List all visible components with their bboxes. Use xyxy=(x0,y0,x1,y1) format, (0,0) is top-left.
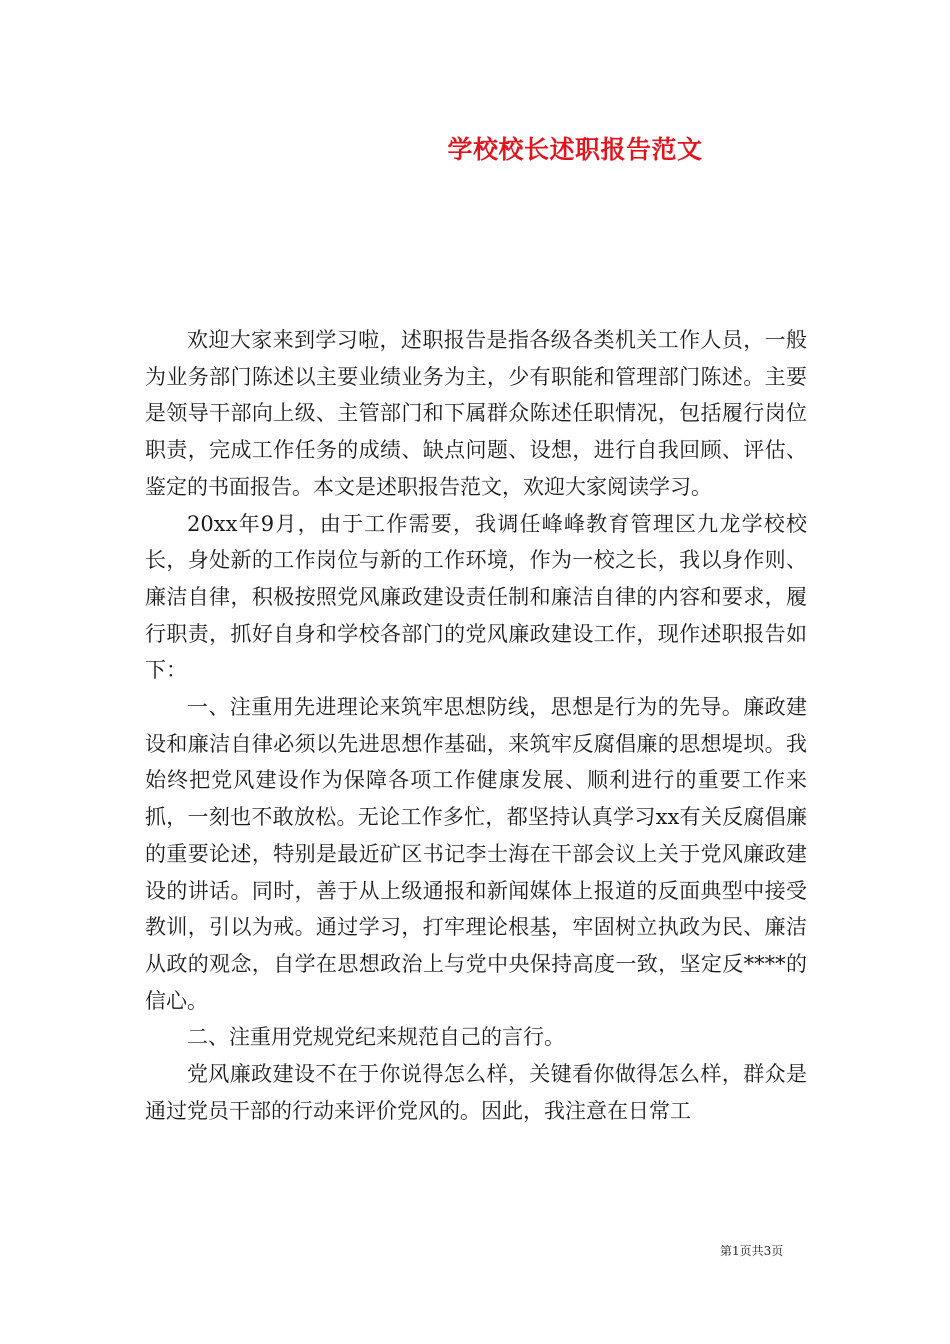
paragraph-background: 20xx年9月，由于工作需要，我调任峰峰教育管理区九龙学校校长，身处新的工作岗位与新的工作环境，作为一校之长，我以身作则、廉洁自律，积极按照党风廉政建设责任制和廉洁自律的内容和要求，履行职责，抓好自身和学校各部门的党风廉政建设工作，现作述职报告如下： xyxy=(145,511,807,683)
paragraph-section-two-heading: 二、注重用党规党纪来规范自己的言行。 xyxy=(187,1025,565,1050)
paragraph-section-two-body: 党风廉政建设不在于你说得怎么样，关键看你做得怎么样，群众是通过党员干部的行动来评价党风的。因此，我注意在日常工 xyxy=(145,1062,807,1123)
document-title: 学校校长述职报告范文 xyxy=(447,135,703,164)
paragraph-intro: 欢迎大家来到学习啦，述职报告是指各级各类机关工作人员，一般为业务部门陈述以主要业绩业务为主，少有职能和管理部门陈述。主要是领导干部向上级、主管部门和下属群众陈述任职情况，包括履行岗位职责，完成工作任务的成绩、缺点问题、设想，进行自我回顾、评估、鉴定的书面报告。本文是述职报告范文，欢迎大家阅读学习。 xyxy=(145,328,807,499)
page-number: 第1页共3页 xyxy=(720,1244,784,1258)
paragraph-section-one: 一、注重用先进理论来筑牢思想防线，思想是行为的先导。廉政建设和廉洁自律必须以先进思想作基础，来筑牢反腐倡廉的思想堤坝。我始终把党风建设作为保障各项工作健康发展、顺利进行的重要工作来抓，一刻也不敢放松。无论工作多忙，都坚持认真学习xx有关反腐倡廉的重要论述，特别是最近矿区书记李士海在干部会议上关于党风廉政建设的讲话。同时，善于从上级通报和新闻媒体上报道的反面典型中接受教训，引以为戒。通过学习，打牢理论根基，牢固树立执政为民、廉洁从政的观念，自学在思想政治上与党中央保持高度一致，坚定反****的信心。 xyxy=(145,695,807,1013)
document-body xyxy=(145,322,807,1129)
